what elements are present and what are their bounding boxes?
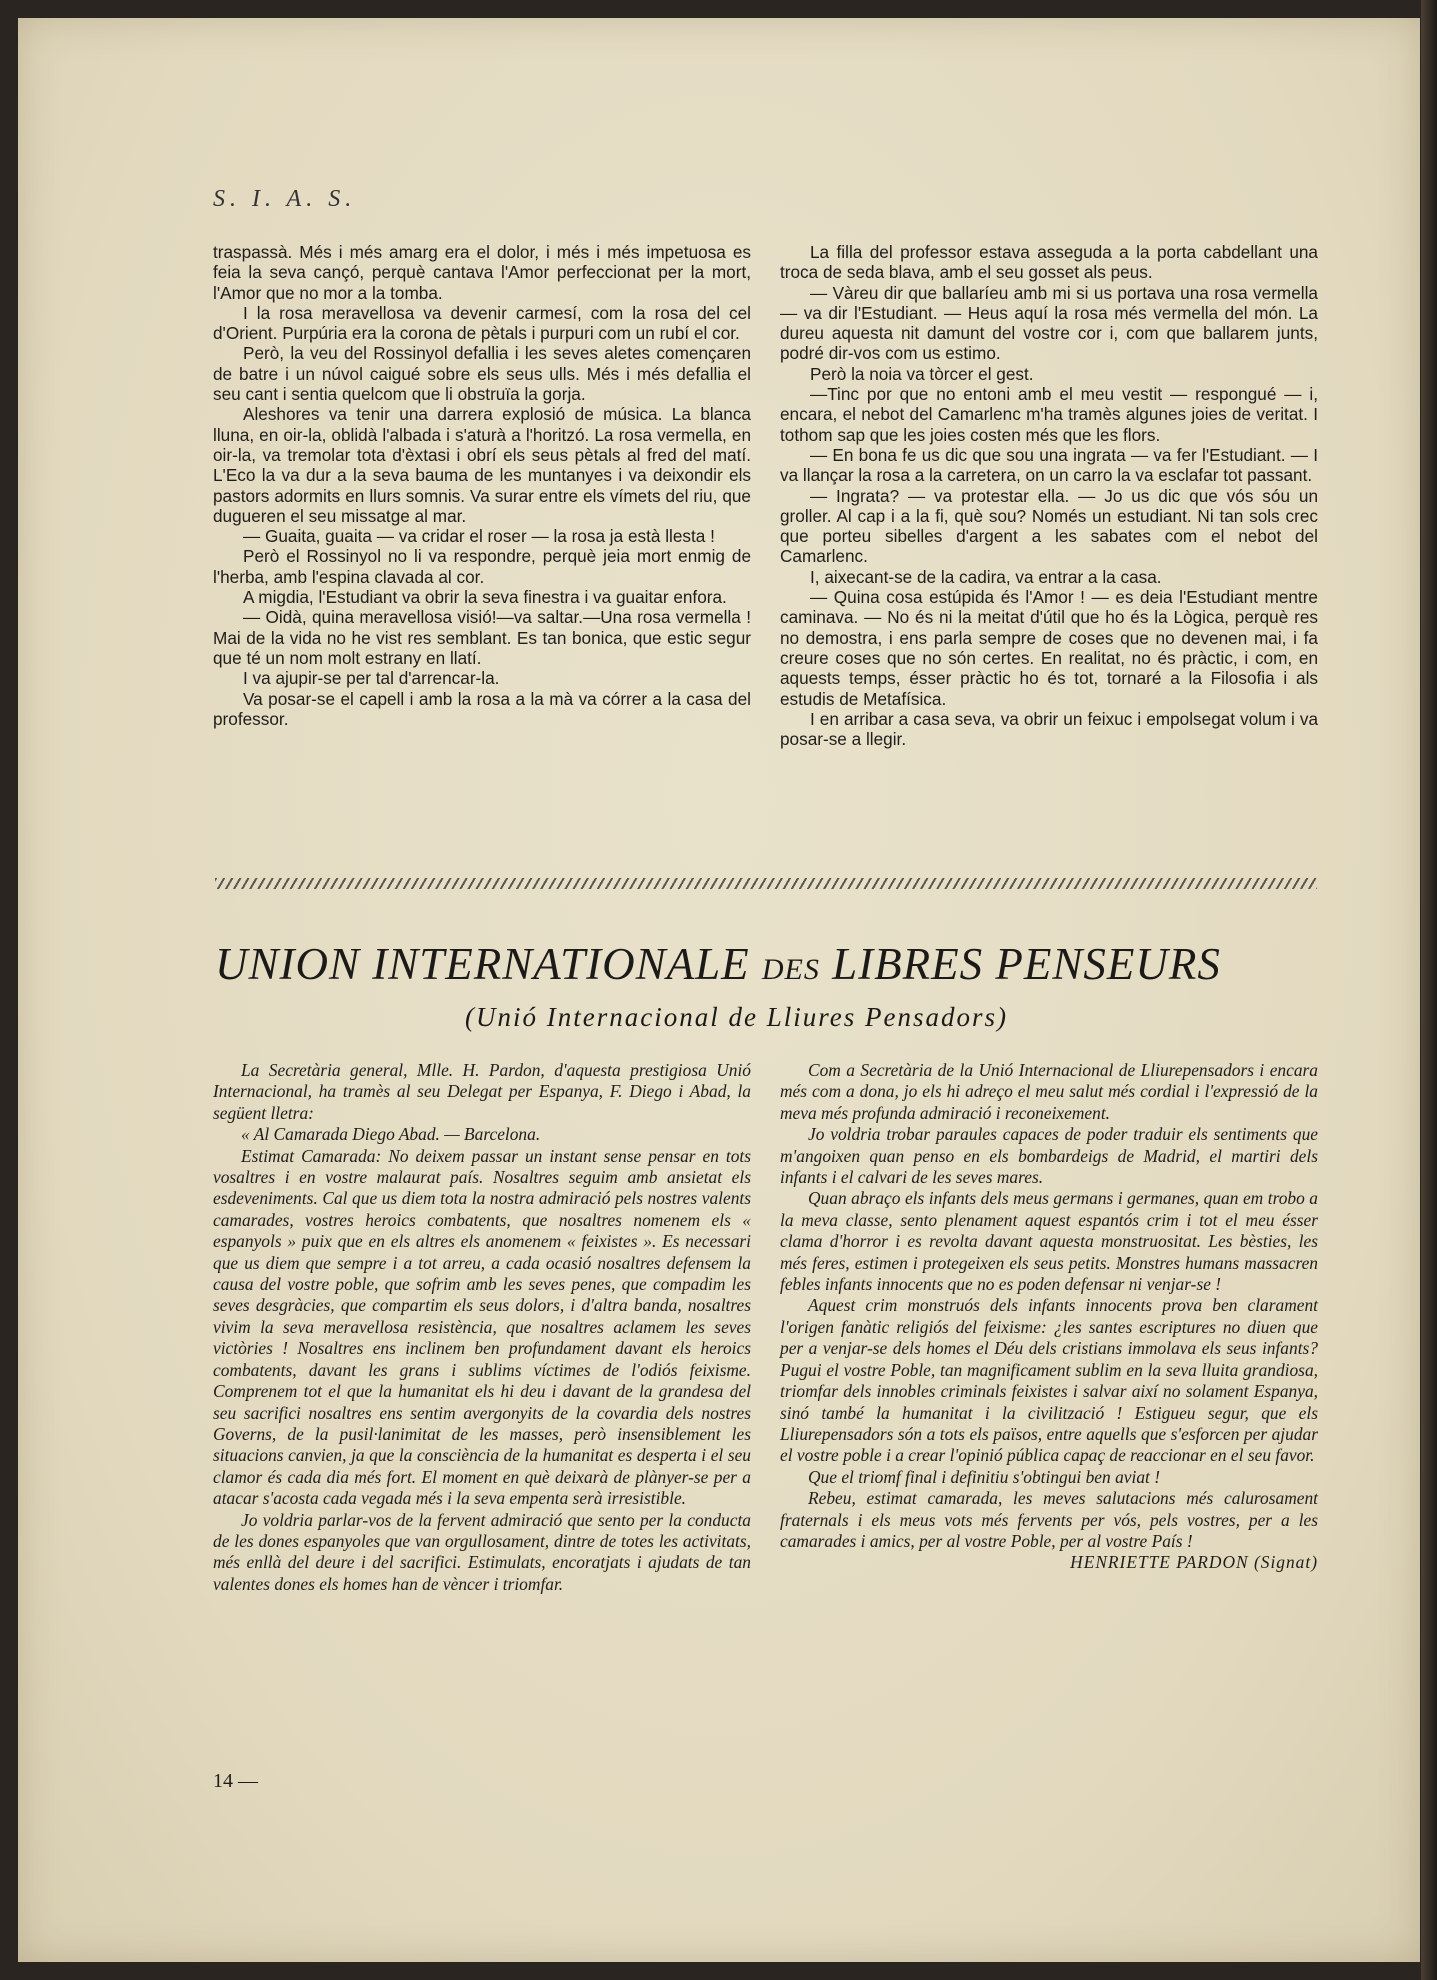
paragraph: A migdia, l'Estudiant va obrir la seva finestra i va guaitar enfora. (243, 587, 727, 608)
paragraph: Que el triomf final i definitiu s'obtingui ben aviat ! (808, 1466, 1160, 1487)
paragraph: traspassà. Més i més amarg era el dolor, i més i més impetuosa es feia la seva cançó, perquè cantava l'Amor perfeccionat per la mort, l'Amor que no mor a la tomba. (213, 242, 751, 303)
paragraph: — Ingrata? — va protestar ella. — Jo us dic que vós sóu un groller. Al cap i a la fi, què sou? Només un estudiant. Ni tan sols crec que porteu sibelles d'argent a les sabates com el nebot del Camarlenc. (780, 485, 1318, 567)
paragraph: — Vàreu dir que ballaríeu amb mi si us portava una rosa vermella — va dir l'Estudiant. — Heus aquí la rosa més vermella del món. La dureu aquesta nit damunt del vostre cor i, com que ballarem junts, podré dir-vos com us estimo. (780, 282, 1318, 364)
journal-page (18, 18, 1420, 1962)
paragraph: I en arribar a casa seva, va obrir un feixuc i empolsegat volum i va posar-se a llegir. (780, 708, 1318, 750)
paragraph: La filla del professor estava asseguda a la porta cabdellant una troca de seda blava, amb el seu gosset als peus. (780, 242, 1318, 283)
paragraph: — Guaita, guaita — va cridar el roser — la rosa ja està llesta ! (243, 526, 715, 547)
book-binding-edge (1421, 0, 1437, 1980)
signature: HENRIETTE PARDON (Signat) (1070, 1552, 1318, 1573)
paragraph: « Al Camarada Diego Abad. — Barcelona. (241, 1124, 541, 1145)
title-part-2: LIBRES PENSEURS (832, 939, 1221, 989)
article-column-right (780, 1060, 1318, 1574)
title-part-1: UNION INTERNATIONALE (215, 939, 750, 989)
paragraph: Jo voldria parlar-vos de la fervent admiració que sento per la conducta de les dones espanyoles que van orgullosament, dintre de totes les activitats, més enllà del deure i del sacrifici. Estimulats, encoratjats i ajudats de tan valentes dones els homes han de vèncer i triomfar. (213, 1509, 751, 1594)
paragraph: I la rosa meravellosa va devenir carmesí, com la rosa del cel d'Orient. Purpúria era la corona de pètals i purpuri com un rubí el cor. (213, 302, 751, 344)
paragraph: Quan abraço els infants dels meus germans i germanes, quan em trobo a la meva classe, sento plenament aquest espantós crim i tot el meu ésser clama d'horror i es revolta davant aquesta monstruositat. Les bèsties, les més feres, estimen i protegeixen els seus petits. Monstres humans massacren febles infants innocents que no es poden defensar ni venjar-se ! (780, 1188, 1318, 1295)
running-head: S. I. A. S. (213, 186, 357, 212)
paragraph: — Oidà, quina meravellosa visió!—va saltar.—Una rosa vermella ! Mai de la vida no he vist res semblant. Es tan bonica, que estic segur que té un nom molt estrany en llatí. (213, 607, 751, 668)
paragraph: Com a Secretària de la Unió Internacional de Lliurepensadors i encara més com a dona, jo els hi adreço el meu salut més cordial i l'expressió de la meva més profunda admiració i reconeixement. (780, 1060, 1318, 1123)
paragraph: Aleshores va tenir una darrera explosió de música. La blanca lluna, en oir-la, oblidà l'albada i s'aturà a l'horitzó. La rosa vermella, en oir-la, va tremolar tota d'èxtasi i obrí els seus pètals al fred del matí. L'Eco la va dur a la seva bauma de les muntanyes i va deixondir els pastors adormits en llurs somnis. Va surar entre els vímets del riu, que dugueren el seu missatge al mar. (213, 404, 751, 526)
paragraph: —Tinc por que no entoni amb el meu vestit — respongué — i, encara, el nebot del Camarlenc m'ha tramès algunes joies de veritat. I tothom sap que les joies costen més que les flors. (780, 384, 1318, 445)
paragraph: Però la noia va tòrcer el gest. (810, 363, 1034, 384)
paragraph: Però, la veu del Rossinyol defallia i les seves aletes començaren de batre i un núvol caigué sobre els seus ulls. Més i més defallia el seu cant i sentia quelcom que li obstruïa la gorja. (213, 343, 751, 405)
story-column-left (213, 242, 751, 729)
title-des: DES (761, 953, 820, 986)
paragraph: I va ajupir-se per tal d'arrencar-la. (243, 668, 500, 689)
article-title (215, 938, 1317, 990)
paragraph: Estimat Camarada: No deixem passar un instant sense pensar en tots vosaltres i en vostre malaurat país. Nosaltres seguim amb ansietat els esdeveniments. Cal que us diem tota la nostra admiració pels nostres valents camarades, vostres heroics combatents, que nosaltres nomenem els « espanyols » puix que en els altres els anomenem « feixistes ». Es necessari que us diem que sempre i a tot arreu, a cada ocasió nosaltres defensem la causa del vostre poble, que sofrim amb les seves penes, que compadim les seves desgràcies, que compartim els seus dolors, i d'altra banda, nosaltres vivim la seva meravellosa resistència, que nosaltres aclamem les seves victòries ! Nosaltres ens inclinem ben profundament davant els heroics combatents, davant les grans i sublims víctimes de l'odiós feixisme. Comprenem tot el que la humanitat els hi deu i davant de la grandesa del seu sacrifici nosaltres ens sentim avergonyits de la covardia dels nostres Governs, de la pusil·lanimitat de les masses, però insensiblement les situacions canvien, ja que la consciència de la humanitat es desperta i el seu clamor és cada dia més fort. El moment en què deixarà de plànyer-se per a atacar s'acosta cada vegada més i la seva empenta serà irresistible. (213, 1145, 751, 1509)
article-subtitle: (Unió Internacional de Lliures Pensadors) (465, 1002, 1008, 1032)
page-number: 14 — (213, 1770, 258, 1792)
paragraph: Rebeu, estimat camarada, les meves salutacions més calurosament fraternals i els meus vots més fervents per vós, pels vostres, per a les camarades i amics, per al vostre Poble, per al vostre País ! (780, 1488, 1318, 1551)
paragraph: Jo voldria trobar paraules capaces de poder traduir els sentiments que m'angoixen quan penso en els bombardeigs de Madrid, el martiri dels infants i el calvari de les seves mares. (780, 1124, 1318, 1188)
paragraph: I, aixecant-se de la cadira, va entrar a la casa. (810, 566, 1162, 587)
paragraph: Aquest crim monstruós dels infants innocents prova ben clarament l'origen fanàtic religiós del feixisme: ¿les santes escriptures no diuen que per a venjar-se dels homes el Déu dels cristians immolava els seus infants? Pugui el vostre Poble, tan magnificament sublim en la seva lluita grandiosa, triomfar dels innobles criminals feixistes i salvar així no solament Espanya, sinó també la humanitat i la civilització ! Estigueu segur, que els Lliurepensadors són a tots els països, entre aquells que s'esforcen per ajudar el vostre poble i a crear l'opinió pública capaç de reaccionar en el seu favor. (780, 1295, 1318, 1466)
decorative-divider (215, 878, 1317, 889)
article-column-left (213, 1060, 751, 1595)
paragraph: La Secretària general, Mlle. H. Pardon, d'aquesta prestigiosa Unió Internacional, ha tramès al seu Delegat per Espanya, F. Diego i Abad, la següent lletra: (213, 1060, 751, 1123)
paragraph: Va posar-se el capell i amb la rosa a la mà va córrer a la casa del professor. (213, 688, 751, 729)
paragraph: — Quina cosa estúpida és l'Amor ! — es deia l'Estudiant mentre caminava. — No és ni la meitat d'útil que ho és la Lògica, perquè res no demostra, i ens parla sempre de coses que no devenen mai, i fa creure coses que no són certes. En realitat, no és pràctic, i com, en aquests temps, ésser pràctic ho és tot, tornaré a la Filosofia i als estudis de Metafísica. (780, 587, 1318, 709)
paragraph: Però el Rossinyol no li va respondre, perquè jeia mort enmig de l'herba, amb l'espina clavada al cor. (213, 546, 751, 587)
paragraph: — En bona fe us dic que sou una ingrata — va fer l'Estudiant. — I va llançar la rosa a la carretera, on un carro la va esclafar tot passant. (780, 444, 1318, 486)
story-column-right (780, 242, 1318, 749)
